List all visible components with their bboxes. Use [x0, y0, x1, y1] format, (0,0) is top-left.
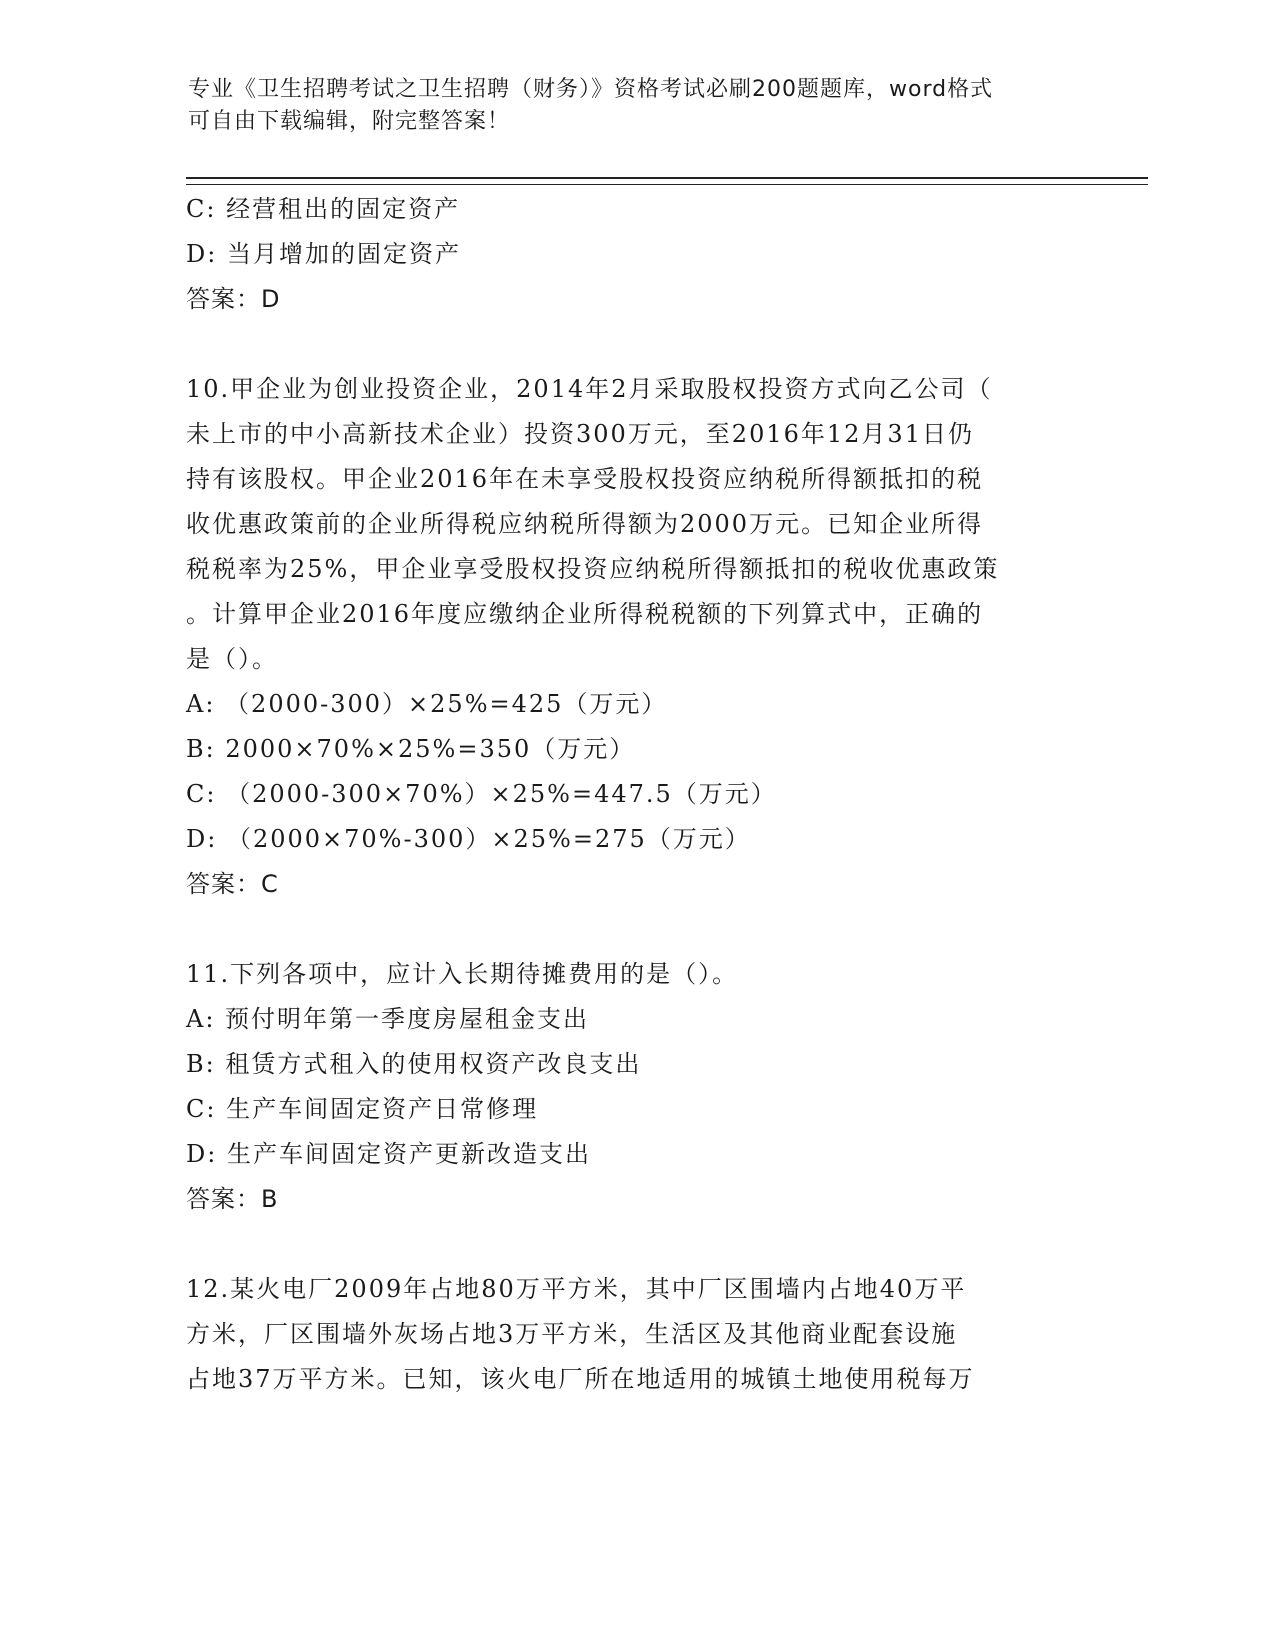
header-divider: [186, 177, 1148, 185]
page-header: [188, 74, 1088, 138]
q10-option-a: A: （2000-300）×25%=425（万元）: [186, 690, 668, 718]
question-11: [186, 952, 1086, 1222]
q10-stem-line: 10.甲企业为创业投资企业，2014年2月采取股权投资方式向乙公司（: [186, 375, 993, 403]
q11-option-d: D: 生产车间固定资产更新改造支出: [186, 1140, 591, 1168]
q12-stem-line: 12.某火电厂2009年占地80万平方米，其中厂区围墙内占地40万平: [186, 1275, 967, 1303]
q10-stem-line: 收优惠政策前的企业所得税应纳税所得额为2000万元。已知企业所得: [186, 510, 984, 538]
document-body: [186, 187, 1086, 1402]
question-9: [186, 187, 1086, 322]
header-line-2: 可自由下载编辑，附完整答案！: [188, 109, 511, 134]
q10-option-d: D: （2000×70%-300）×25%=275（万元）: [186, 825, 751, 853]
spacer: [186, 1222, 1086, 1267]
header-line-1: 专业《卫生招聘考试之卫生招聘（财务）》资格考试必刷200题题库，word格式: [188, 77, 994, 102]
question-12: [186, 1267, 1086, 1402]
q11-option-a: A: 预付明年第一季度房屋租金支出: [186, 1005, 590, 1033]
q10-stem-line: 。计算甲企业2016年度应缴纳企业所得税税额的下列算式中，正确的: [186, 600, 984, 628]
q10-option-b: B: 2000×70%×25%=350（万元）: [186, 735, 636, 763]
q11-stem: 11.下列各项中，应计入长期待摊费用的是（）。: [186, 960, 739, 988]
spacer: [186, 907, 1086, 952]
q10-stem-line: 未上市的中小高新技术企业）投资300万元，至2016年12月31日仍: [186, 420, 974, 448]
q10-stem-line: 持有该股权。甲企业2016年在未享受股权投资应纳税所得额抵扣的税: [186, 465, 984, 493]
q9-option-c: C: 经营租出的固定资产: [186, 195, 461, 223]
q10-option-c: C: （2000-300×70%）×25%=447.5（万元）: [186, 780, 777, 808]
q11-answer: 答案：B: [186, 1185, 279, 1213]
q10-answer: 答案：C: [186, 870, 279, 898]
q12-stem-line: 方米，厂区围墙外灰场占地3万平方米，生活区及其他商业配套设施: [186, 1320, 958, 1348]
q9-answer: 答案：D: [186, 285, 281, 313]
q9-option-d: D: 当月增加的固定资产: [186, 240, 461, 268]
q12-stem-line: 占地37万平方米。已知，该火电厂所在地适用的城镇土地使用税每万: [186, 1365, 975, 1393]
spacer: [186, 322, 1086, 367]
q11-option-c: C: 生产车间固定资产日常修理: [186, 1095, 539, 1123]
q10-stem-line: 税税率为25%，甲企业享受股权投资应纳税所得额抵扣的税收优惠政策: [186, 555, 1000, 583]
q10-stem-line: 是（）。: [186, 645, 278, 673]
question-10: [186, 367, 1086, 907]
q11-option-b: B: 租赁方式租入的使用权资产改良支出: [186, 1050, 642, 1078]
